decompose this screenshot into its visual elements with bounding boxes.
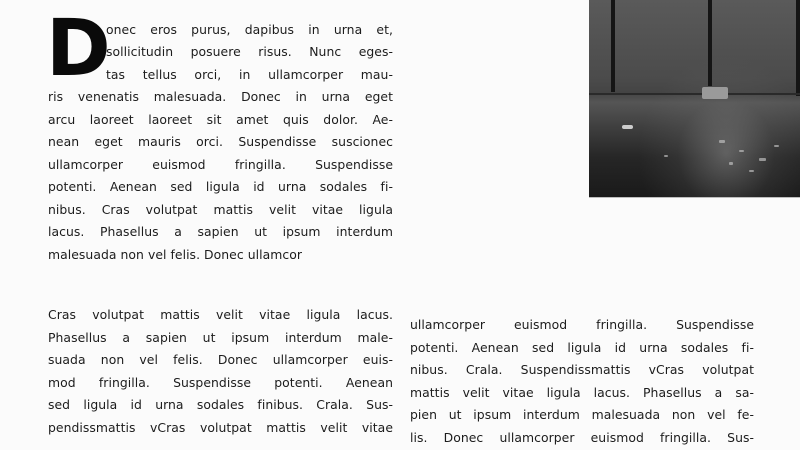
photo-debris: [739, 150, 744, 152]
photo-debris: [622, 125, 633, 129]
text-line: Phasellus a sapien ut ipsum interdum male-: [48, 330, 393, 345]
photo-floor-edge: [589, 93, 800, 95]
text-line: ris venenatis malesuada. Donec in urna eget: [48, 89, 393, 104]
text-line: ullamcorper euismod fringilla. Suspendisse: [410, 317, 754, 332]
text-line: sed ligula id urna sodales finibus. Crala. Sus-: [48, 397, 393, 412]
text-line: lacus. Phasellus a sapien ut ipsum interdum: [48, 224, 393, 239]
photo-debris: [729, 162, 733, 165]
photo-debris: [749, 170, 754, 172]
grayscale-photo: [589, 0, 800, 198]
text-line: malesuada non vel felis. Donec ullamcor: [48, 247, 302, 262]
text-line: sollicitudin posuere risus. Nunc eges-: [106, 44, 393, 59]
photo-debris: [774, 145, 779, 147]
text-line: onec eros purus, dapibus in urna et,: [106, 22, 393, 37]
text-line: pendissmattis vCras volutpat mattis velit vitae: [48, 420, 393, 435]
text-line: suada non vel felis. Donec ullamcorper euis-: [48, 352, 393, 367]
photo-post: [796, 0, 800, 96]
photo-post: [708, 0, 712, 86]
text-line: nean eget mauris orci. Suspendisse suscionec: [48, 134, 393, 149]
photo-brick: [702, 87, 728, 99]
photo-debris: [664, 155, 668, 157]
text-line: nibus. Crala. Suspendissmattis vCras volutpat: [410, 362, 754, 377]
text-line: mod fringilla. Suspendisse potenti. Aenean: [48, 375, 393, 390]
text-line: nibus. Cras volutpat mattis velit vitae ligula: [48, 202, 393, 217]
text-line: lis. Donec ullamcorper euismod fringilla. Sus-: [410, 430, 754, 445]
text-line: Cras volutpat mattis velit vitae ligula lacus.: [48, 307, 393, 322]
photo-debris: [759, 158, 766, 161]
drop-cap: D: [46, 4, 111, 94]
text-line: arcu laoreet laoreet sit amet quis dolor. Ae-: [48, 112, 393, 127]
text-line: potenti. Aenean sed ligula id urna sodales fi-: [410, 340, 754, 355]
text-line: pien ut ipsum interdum malesuada non vel fe-: [410, 407, 754, 422]
photo-debris: [719, 140, 725, 143]
text-line: mattis velit vitae ligula lacus. Phasellus a sa-: [410, 385, 754, 400]
photo-post: [611, 0, 615, 92]
text-line: tas tellus orci, in ullamcorper mau-: [106, 67, 393, 82]
text-line: potenti. Aenean sed ligula id urna sodales fi-: [48, 179, 393, 194]
text-line: ullamcorper euismod fringilla. Suspendisse: [48, 157, 393, 172]
